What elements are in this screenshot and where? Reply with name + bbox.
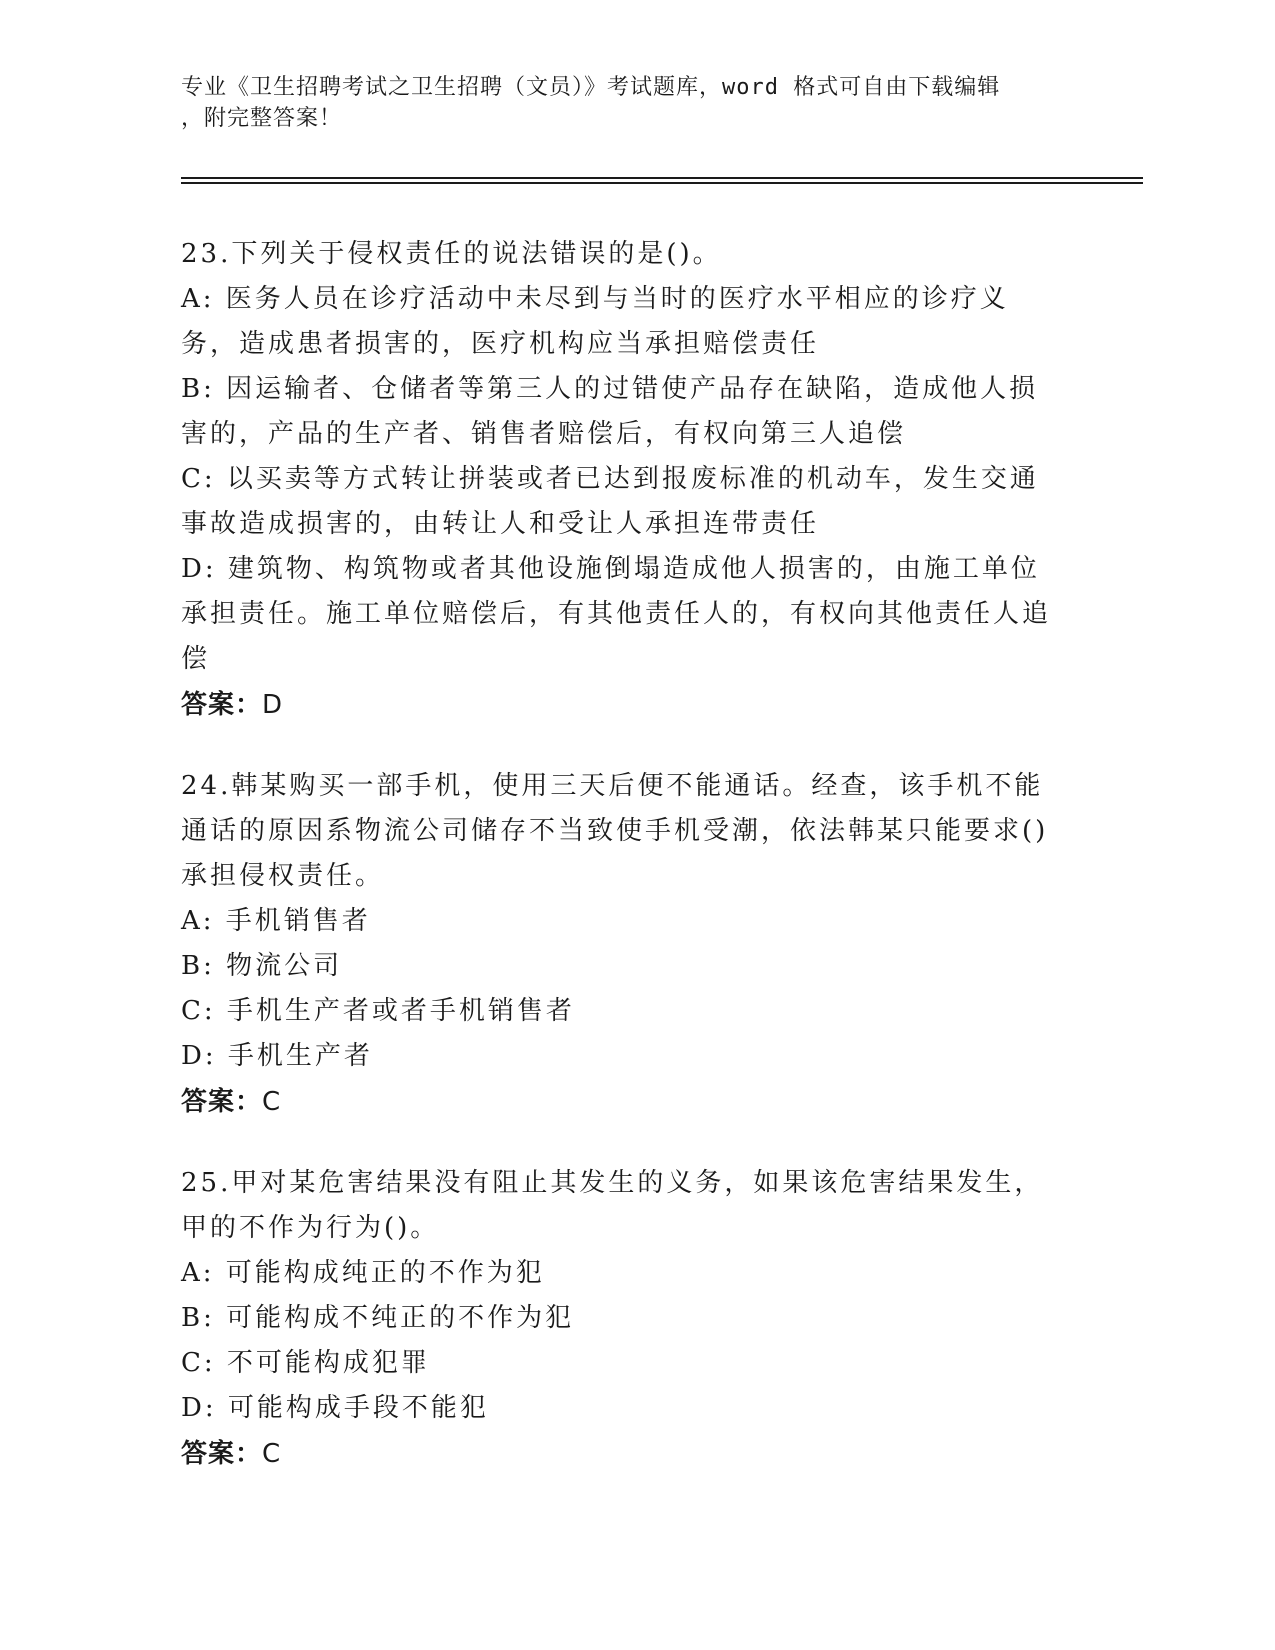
question-24 (181, 764, 1061, 1125)
question-stem: 24.韩某购买一部手机，使用三天后便不能通话。经查，该手机不能通话的原因系物流公司储存不当致使手机受潮，依法韩某只能要求()承担侵权责任。 (181, 771, 1049, 891)
answer-value: C (262, 1087, 282, 1117)
header-divider-top (181, 177, 1143, 179)
option-b: B: 可能构成不纯正的不作为犯 (181, 1303, 575, 1333)
question-25 (181, 1161, 1061, 1477)
option-b: B: 物流公司 (181, 951, 343, 981)
header-divider-bottom (181, 182, 1143, 184)
answer (181, 1431, 1061, 1477)
option-d: D: 可能构成手段不能犯 (181, 1393, 489, 1423)
option-b: B: 因运输者、仓储者等第三人的过错使产品存在缺陷，造成他人损害的，产品的生产者、销售者赔偿后，有权向第三人追偿 (181, 374, 1039, 449)
question-stem: 23.下列关于侵权责任的说法错误的是()。 (181, 239, 722, 269)
header-line-1: 专业《卫生招聘考试之卫生招聘（文员）》考试题库，word 格式可自由下载编辑 (181, 75, 1001, 100)
option-d: D: 建筑物、构筑物或者其他设施倒塌造成他人损害的，由施工单位承担责任。施工单位赔偿后，有其他责任人的，有权向其他责任人追偿 (181, 554, 1052, 674)
option-a: A: 医务人员在诊疗活动中未尽到与当时的医疗水平相应的诊疗义务，造成患者损害的，医疗机构应当承担赔偿责任 (181, 284, 1009, 359)
answer-value: C (262, 1439, 282, 1469)
header-line-2: ，附完整答案！ (181, 106, 343, 131)
answer (181, 1079, 1061, 1125)
answer-label: 答案： (181, 1087, 263, 1117)
question-23 (181, 232, 1061, 728)
option-a: A: 手机销售者 (181, 906, 371, 936)
option-c: C: 以买卖等方式转让拼装或者已达到报废标准的机动车，发生交通事故造成损害的，由转让人和受让人承担连带责任 (181, 464, 1039, 539)
option-d: D: 手机生产者 (181, 1041, 373, 1071)
option-c: C: 手机生产者或者手机销售者 (181, 996, 575, 1026)
answer (181, 682, 1061, 728)
answer-label: 答案： (181, 690, 263, 720)
question-list (181, 232, 1061, 1513)
question-stem: 25.甲对某危害结果没有阻止其发生的义务，如果该危害结果发生，甲的不作为行为()。 (181, 1168, 1044, 1243)
option-a: A: 可能构成纯正的不作为犯 (181, 1258, 545, 1288)
option-c: C: 不可能构成犯罪 (181, 1348, 430, 1378)
answer-value: D (262, 690, 284, 720)
document-header (181, 72, 1061, 134)
answer-label: 答案： (181, 1439, 263, 1469)
